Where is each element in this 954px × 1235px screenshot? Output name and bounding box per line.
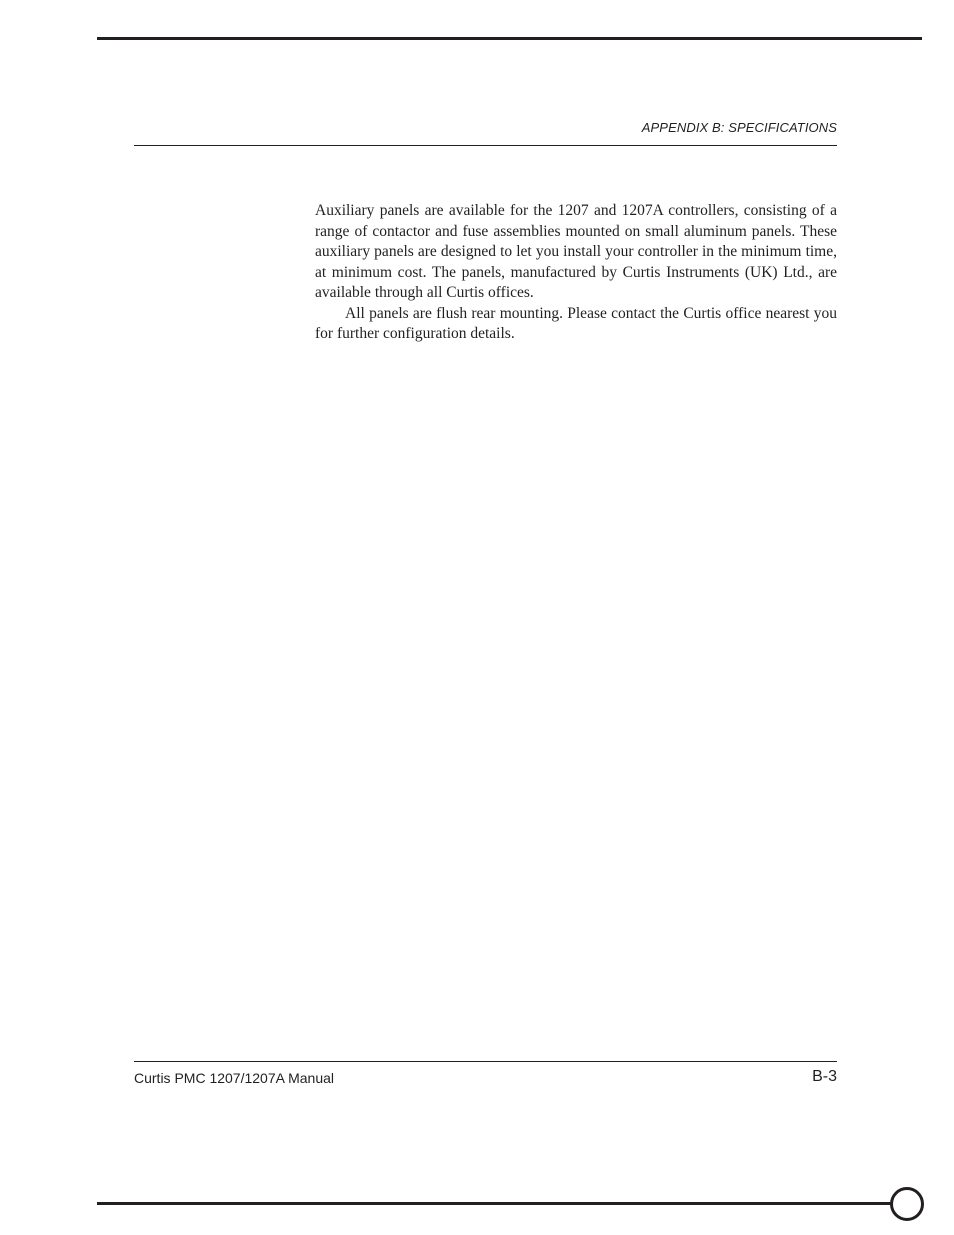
- running-header: APPENDIX B: SPECIFICATIONS: [641, 120, 837, 135]
- page-number: B-3: [812, 1068, 837, 1085]
- footer-divider: [134, 1061, 837, 1062]
- top-rule: [97, 37, 922, 40]
- paragraph-auxiliary-panels: Auxiliary panels are available for the 1207 and 1207A controllers, consisting of a range of contactor and fuse assemblies mounted on small aluminum panels. These auxiliary panels are designed to let you install your controller in the minimum time, at minimum cost. The panels, manufactured by Curtis Instruments (UK) Ltd., are available through all Curtis offices.: [315, 202, 837, 301]
- corner-circle-icon: [890, 1187, 924, 1221]
- body-text: [315, 201, 837, 345]
- paragraph-mounting: All panels are flush rear mounting. Please contact the Curtis office nearest you for further configuration details.: [315, 304, 837, 342]
- bottom-rule: [97, 1202, 892, 1205]
- footer-manual-title: Curtis PMC 1207/1207A Manual: [134, 1070, 334, 1086]
- header-divider: [134, 145, 837, 146]
